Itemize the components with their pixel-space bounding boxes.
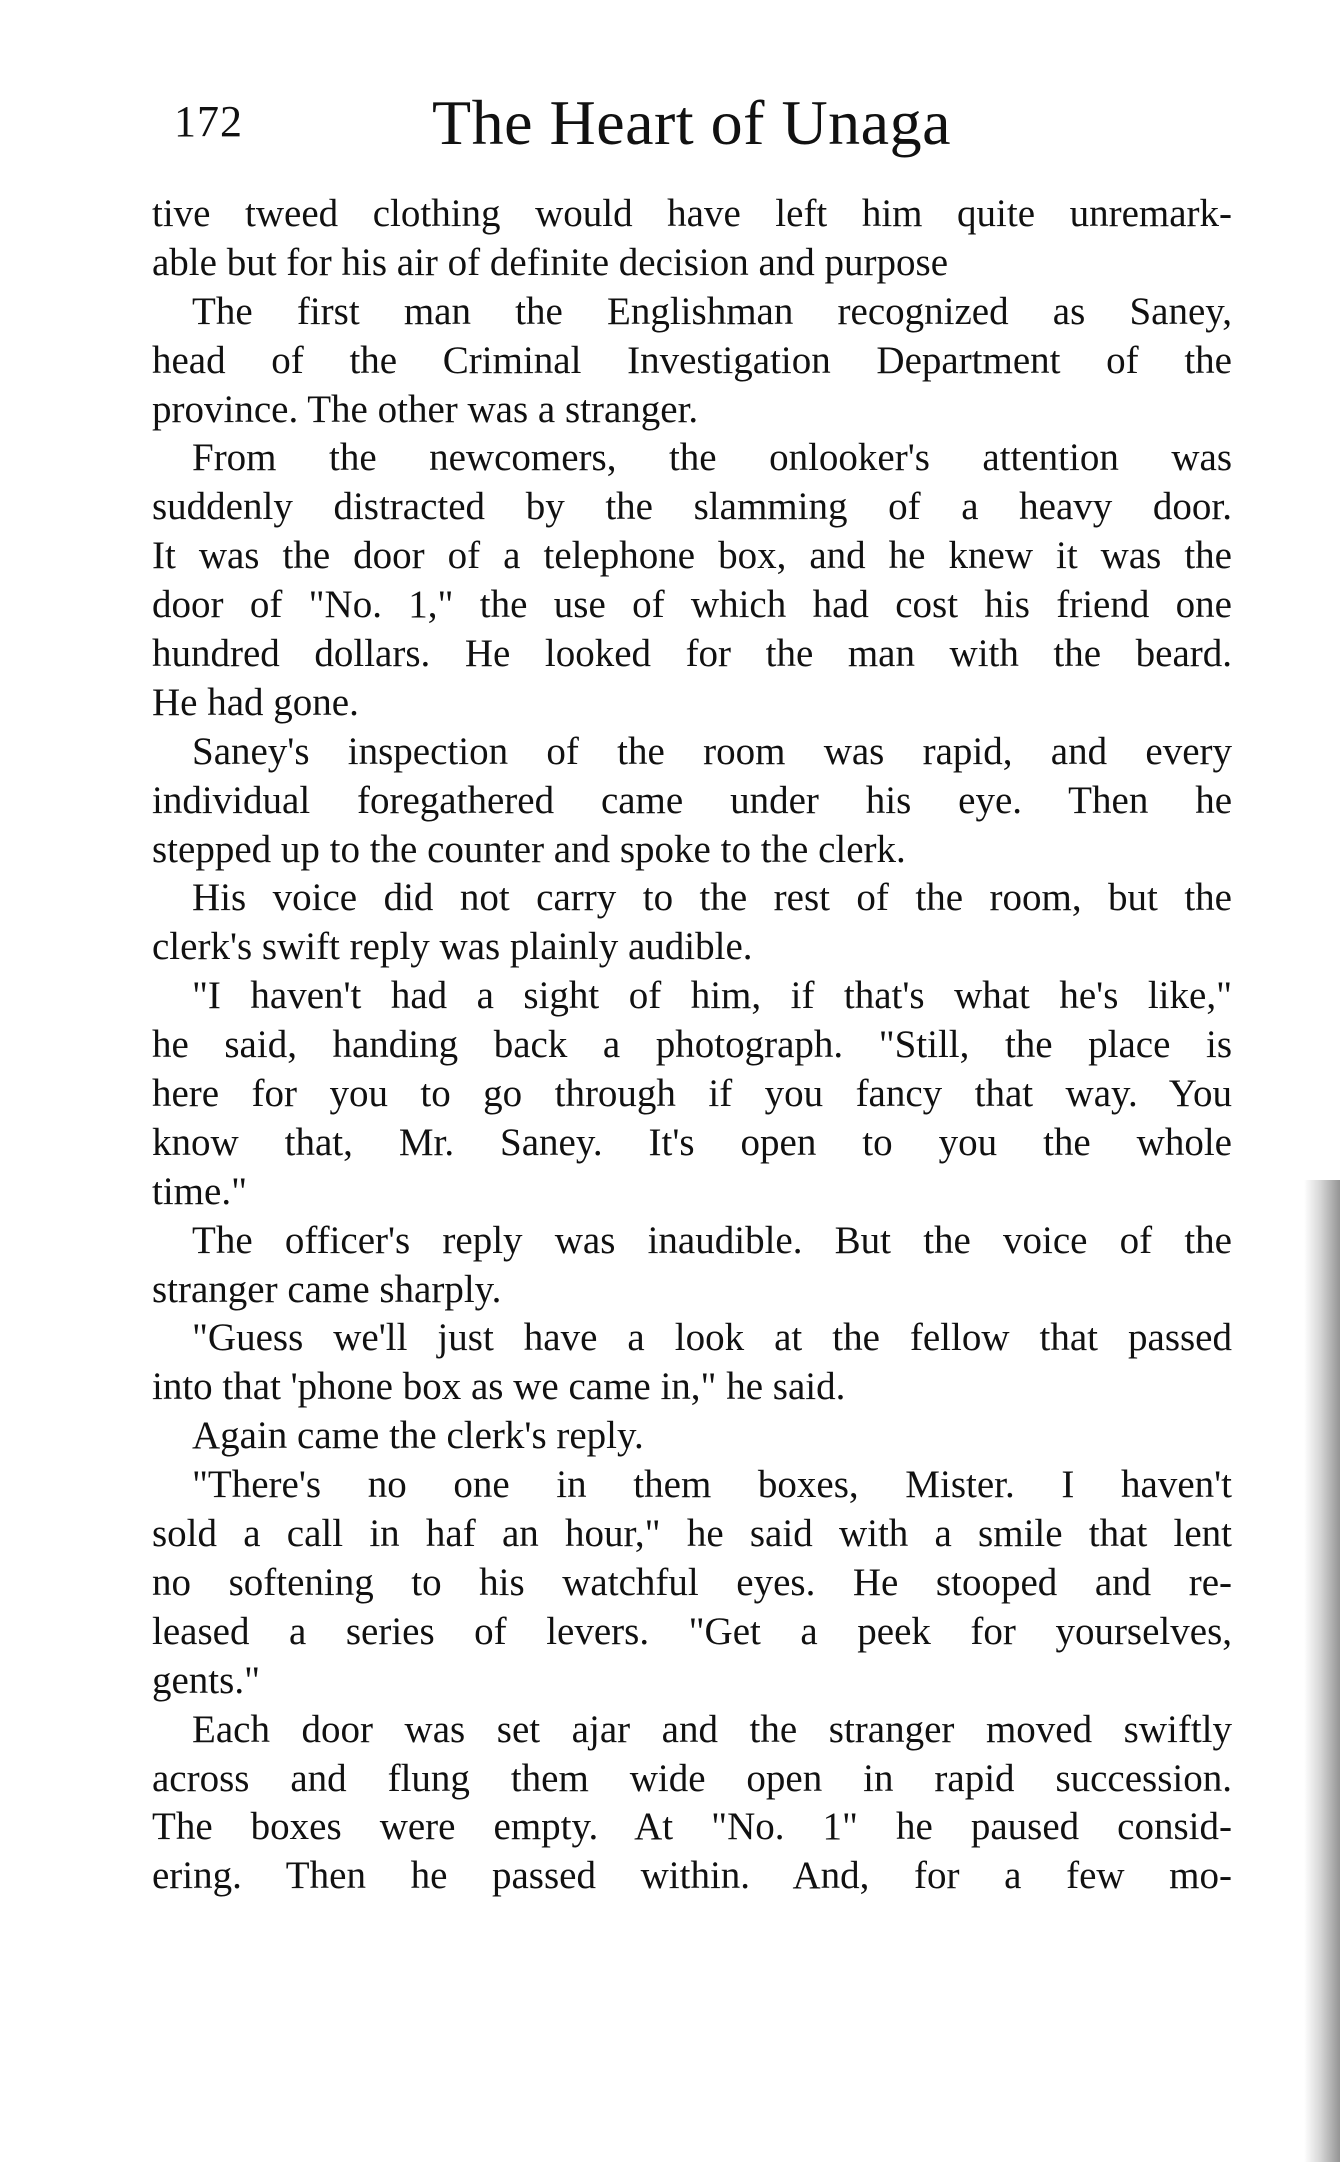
text-line: know that, Mr. Saney. It's open to you the whole	[152, 1120, 1232, 1164]
text-line: "Guess we'll just have a look at the fellow that passed	[192, 1316, 1232, 1360]
text-line: stepped up to the counter and spoke to the clerk.	[152, 827, 906, 871]
text-line: sold a call in haf an hour," he said with a smile that lent	[152, 1512, 1232, 1556]
text-line: The officer's reply was inaudible. But the voice of the	[192, 1218, 1232, 1262]
text-line: "There's no one in them boxes, Mister. I haven't	[192, 1463, 1232, 1507]
page-number: 172	[174, 97, 243, 146]
text-line: It was the door of a telephone box, and he knew it was the	[152, 534, 1232, 578]
text-line: into that 'phone box as we came in," he said.	[152, 1365, 846, 1409]
page-header	[150, 86, 1250, 166]
text-line: time."	[152, 1169, 247, 1213]
text-line: ering. Then he passed within. And, for a few mo-	[152, 1854, 1232, 1898]
text-line: Saney's inspection of the room was rapid, and every	[192, 729, 1232, 773]
text-line: The boxes were empty. At "No. 1" he paused consid-	[152, 1805, 1232, 1849]
text-line: Each door was set ajar and the stranger moved swiftly	[192, 1707, 1232, 1751]
text-line: individual foregathered came under his eye. Then he	[152, 778, 1232, 822]
text-line: head of the Criminal Investigation Department of the	[152, 338, 1232, 382]
text-line: here for you to go through if you fancy that way. You	[152, 1072, 1232, 1116]
text-line: The first man the Englishman recognized as Saney,	[192, 289, 1232, 333]
text-line: able but for his air of definite decision and purpose	[152, 240, 949, 284]
text-line: clerk's swift reply was plainly audible.	[152, 925, 753, 969]
text-line: he said, handing back a photograph. "Still, the place is	[152, 1023, 1232, 1067]
text-line: province. The other was a stranger.	[152, 387, 699, 431]
text-line: He had gone.	[152, 680, 359, 724]
text-line: From the newcomers, the onlooker's attention was	[192, 436, 1232, 480]
page-edge-shadow	[1304, 1180, 1340, 2162]
text-line: across and flung them wide open in rapid succession.	[152, 1756, 1232, 1800]
text-line: hundred dollars. He looked for the man with the beard.	[152, 632, 1232, 676]
running-title: The Heart of Unaga	[432, 87, 951, 158]
text-line: Again came the clerk's reply.	[192, 1414, 644, 1458]
text-line: His voice did not carry to the rest of the room, but the	[192, 876, 1232, 920]
text-line: "I haven't had a sight of him, if that's what he's like,"	[192, 974, 1232, 1018]
text-line: tive tweed clothing would have left him quite unremark-	[152, 192, 1232, 235]
text-line: gents."	[152, 1658, 260, 1702]
text-line: no softening to his watchful eyes. He stooped and re-	[152, 1560, 1232, 1604]
text-line: stranger came sharply.	[152, 1267, 502, 1311]
text-line: leased a series of levers. "Get a peek for yourselves,	[152, 1609, 1232, 1653]
text-line: suddenly distracted by the slamming of a heavy door.	[152, 485, 1232, 529]
text-line: door of "No. 1," the use of which had cost his friend one	[152, 583, 1232, 627]
body-text	[152, 190, 1232, 1901]
